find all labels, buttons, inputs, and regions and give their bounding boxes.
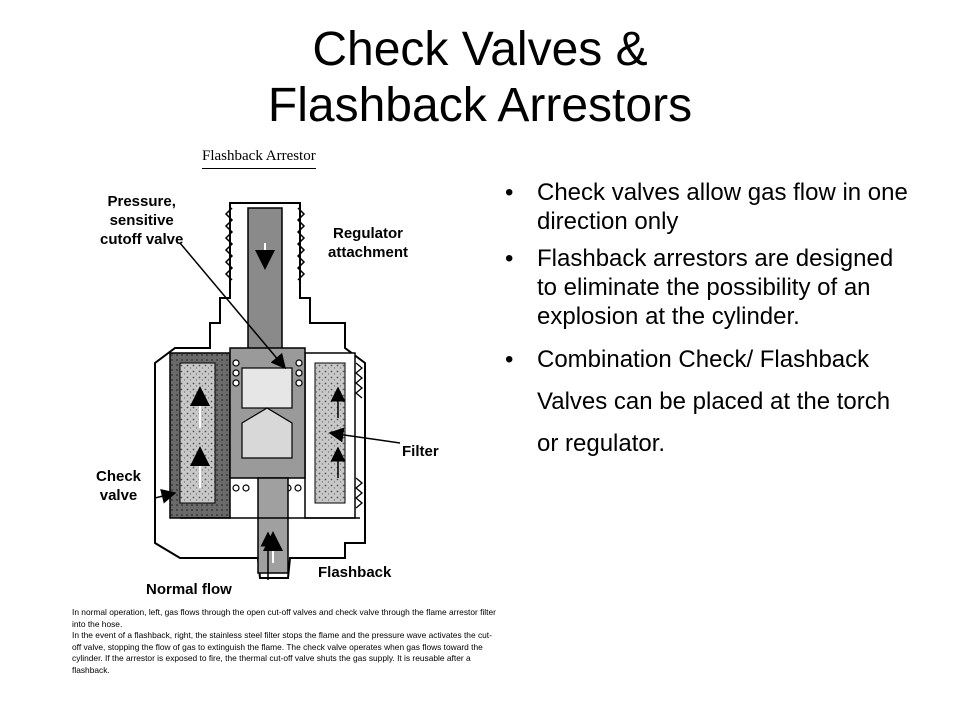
caption-paragraph-2: In the event of a flashback, right, the stainless steel filter stops the flame and the pressure wave activates the cut-off valve, stopping the flow of gas to extinguish the flame. The check valve operates when gas flows toward the cylinder. If the arrestor is exposed to fire, the thermal cut-off valve shuts the gas supply. It is reusable after a flashback. — [72, 630, 492, 675]
caption-paragraph-1: In normal operation, left, gas flows through the open cut-off valves and check valve through the flame arrestor filter into the hose. — [72, 607, 496, 629]
title-line-1: Check Valves & — [312, 23, 648, 76]
label-regulator-attachment: Regulator attachment — [328, 225, 409, 261]
bullet-item: • Combination Check/ Flashback Valves can be placed at the torch or regulator. — [505, 339, 915, 465]
title-line-2: Flashback Arrestors — [267, 79, 693, 132]
bullet-list — [505, 178, 915, 473]
figure-heading: Flashback Arrestor — [202, 148, 316, 169]
bullet-dot-icon: • — [505, 346, 514, 373]
figure-caption — [72, 607, 500, 677]
label-flashback: Flashback — [318, 564, 392, 581]
slide-title — [0, 22, 960, 134]
bullet-dot-icon: • — [505, 179, 514, 206]
label-filter: Filter — [402, 443, 439, 460]
label-normal-flow: Normal flow — [146, 581, 232, 598]
bullet-item: • Check valves allow gas flow in one direction only — [505, 179, 908, 235]
gas-channel — [248, 208, 282, 358]
label-pressure-cutoff: Pressure, sensitive cutoff valve — [100, 193, 184, 248]
label-check-valve: Check valve — [96, 468, 142, 504]
bullet-dot-icon: • — [505, 245, 514, 272]
flashback-arrestor-figure — [60, 148, 500, 688]
bullet-item: • Flashback arrestors are designed to eliminate the possibility of an explosion at the cylinder. — [505, 245, 894, 330]
